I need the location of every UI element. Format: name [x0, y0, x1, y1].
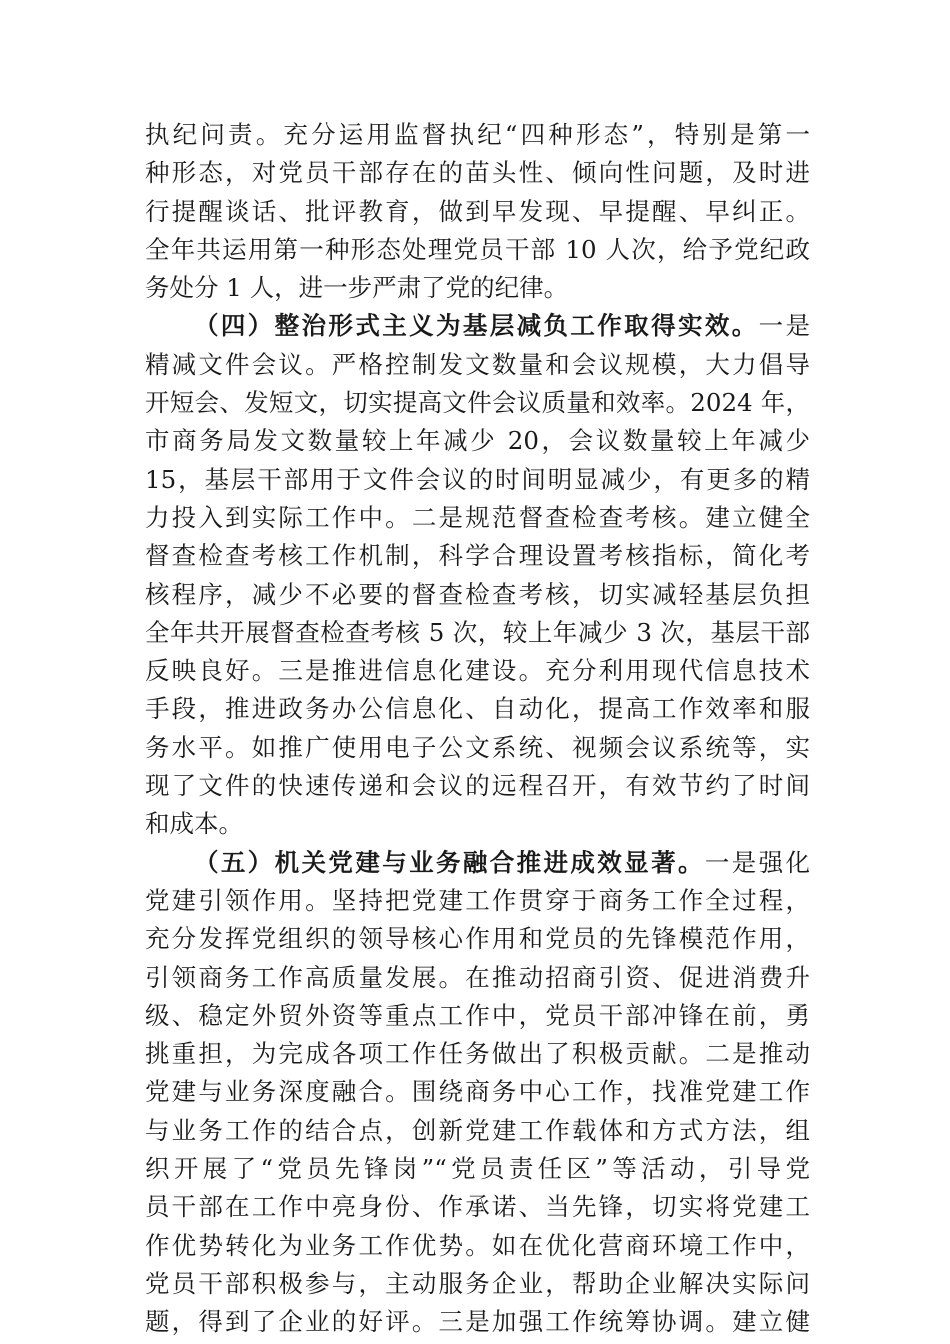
paragraph-formalism [145, 307, 810, 843]
text-line: 全年共开展督查检查考核 5 次，较上年减少 3 次，基层干部 [145, 617, 810, 647]
text-line: 和成本。 [145, 809, 243, 839]
text-line: 开短会、发短文，切实提高文件会议质量和效率。2024 年， [145, 388, 810, 418]
text-line: 挑重担，为完成各项工作任务做出了积极贡献。二是推动 [145, 1039, 810, 1069]
text-line: 级、稳定外贸外资等重点工作中，党员干部冲锋在前，勇 [145, 1000, 810, 1030]
paragraph-discipline [145, 116, 810, 307]
section-heading: （四）整治形式主义为基层减负工作取得实效。 [194, 311, 759, 341]
text-line: 反映良好。三是推进信息化建设。充分利用现代信息技术 [145, 656, 810, 686]
text-line: 员干部在工作中亮身份、作承诺、当先锋，切实将党建工 [145, 1192, 810, 1222]
text-line: 核程序，减少不必要的督查检查考核，切实减轻基层负担 [145, 579, 810, 609]
text-line: 市商务局发文数量较上年减少 20，会议数量较上年减少 [145, 426, 810, 456]
text-line: 种形态，对党员干部存在的苗头性、倾向性问题，及时进 [145, 158, 810, 188]
text-line: 15，基层干部用于文件会议的时间明显减少，有更多的精 [145, 464, 810, 494]
paragraph-party-building [145, 844, 810, 1342]
text-line: 与业务工作的结合点，创新党建工作载体和方式方法，组 [145, 1115, 810, 1145]
document-body [145, 116, 810, 1342]
text-line: 作优势转化为业务工作优势。如在优化营商环境工作中， [145, 1230, 810, 1260]
text-line: 全年共运用第一种形态处理党员干部 10 人次，给予党纪政 [145, 234, 810, 264]
text-line: 手段，推进政务办公信息化、自动化，提高工作效率和服 [145, 694, 810, 724]
text-line: 党建引领作用。坚持把党建工作贯穿于商务工作全过程， [145, 885, 810, 915]
text-line: 督查检查考核工作机制，科学合理设置考核指标，简化考 [145, 541, 810, 571]
text-line: 执纪问责。充分运用监督执纪“四种形态”，特别是第一 [145, 120, 810, 149]
text-line: 务处分 1 人，进一步严肃了党的纪律。 [145, 273, 569, 303]
text-line: 力投入到实际工作中。二是规范督查检查考核。建立健全 [145, 502, 810, 532]
heading-line [145, 844, 810, 882]
text-line: 行提醒谈话、批评教育，做到早发现、早提醒、早纠正。 [145, 196, 810, 226]
text-line: 党员干部积极参与，主动服务企业，帮助企业解决实际问 [145, 1268, 810, 1298]
heading-line-rest: 一是 [758, 311, 810, 341]
heading-line-rest: 一是强化 [704, 847, 810, 877]
heading-line [145, 307, 810, 345]
section-heading: （五）机关党建与业务融合推进成效显著。 [194, 847, 705, 877]
text-line: 织开展了“党员先锋岗”“党员责任区”等活动，引导党 [145, 1154, 810, 1184]
text-line: 题，得到了企业的好评。三是加强工作统筹协调。建立健 [145, 1307, 810, 1337]
text-line: 务水平。如推广使用电子公文系统、视频会议系统等，实 [145, 732, 810, 762]
text-line: 精减文件会议。严格控制发文数量和会议规模，大力倡导 [145, 349, 810, 379]
text-line: 充分发挥党组织的领导核心作用和党员的先锋模范作用， [145, 924, 810, 954]
text-line: 党建与业务深度融合。围绕商务中心工作，找准党建工作 [145, 1077, 810, 1107]
text-line: 引领商务工作高质量发展。在推动招商引资、促进消费升 [145, 962, 810, 992]
text-line: 现了文件的快速传递和会议的远程召开，有效节约了时间 [145, 771, 810, 801]
